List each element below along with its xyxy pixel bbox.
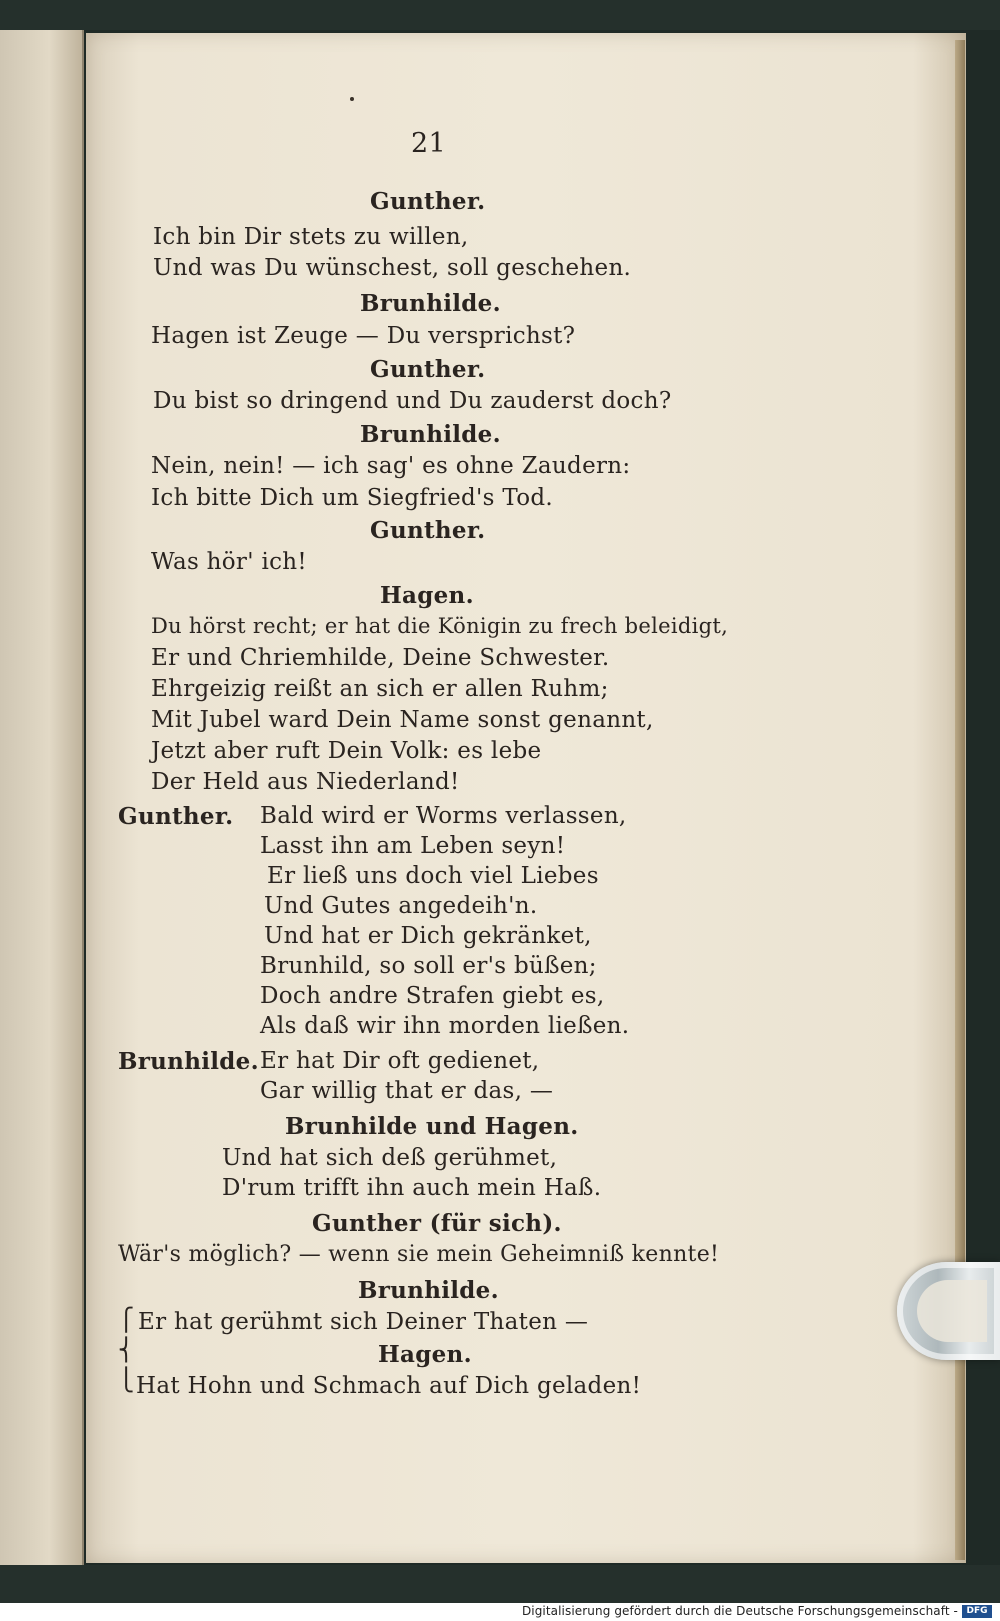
dfg-logo: DFG — [962, 1605, 992, 1618]
verse-line: Und Gutes angedeih'n. — [264, 893, 538, 919]
footer-bar — [0, 1603, 1000, 1621]
verse-line: Mit Jubel ward Dein Name sonst genannt, — [151, 707, 654, 733]
speaker-label: Hagen. — [378, 1341, 472, 1368]
verse-line: Er hat gerühmt sich Deiner Thaten — — [138, 1309, 589, 1335]
verse-line: Brunhild, so soll er's büßen; — [260, 953, 597, 979]
verse-line: Der Held aus Niederland! — [151, 769, 460, 795]
scan-backdrop-top — [0, 0, 1000, 30]
verse-line: Hat Hohn und Schmach auf Dich geladen! — [136, 1373, 642, 1399]
speaker-label: Brunhilde. — [358, 1277, 499, 1304]
verse-line: Gar willig that er das, — — [260, 1078, 554, 1104]
verse-line: Du bist so dringend und Du zauderst doch? — [153, 388, 672, 414]
ink-speck — [350, 97, 354, 101]
verse-line: Er und Chriemhilde, Deine Schwester. — [151, 645, 610, 671]
page-clip — [897, 1262, 1000, 1360]
speaker-label: Brunhilde. — [360, 421, 501, 448]
speaker-label: Brunhilde. — [118, 1048, 259, 1075]
facing-page-edge — [0, 30, 84, 1565]
verse-line: Er ließ uns doch viel Liebes — [267, 863, 599, 889]
brace-mark: ⎧ — [118, 1308, 135, 1333]
verse-line: Doch andre Strafen giebt es, — [260, 983, 605, 1009]
verse-line: Und hat er Dich gekränket, — [264, 923, 592, 949]
verse-line: Was hör' ich! — [151, 549, 307, 575]
funding-credit: Digitalisierung gefördert durch die Deutsche Forschungsgemeinschaft - — [521, 1604, 958, 1618]
verse-line: Bald wird er Worms verlassen, — [260, 803, 627, 829]
speaker-label: Gunther. — [118, 803, 234, 830]
speaker-label: Hagen. — [380, 582, 474, 609]
speaker-label: Gunther. — [370, 356, 486, 383]
verse-line: Du hörst recht; er hat die Königin zu frech beleidigt, — [151, 614, 729, 638]
speaker-label: Gunther. — [370, 188, 486, 215]
verse-line: Ehrgeizig reißt an sich er allen Ruhm; — [151, 676, 609, 702]
speaker-label: Brunhilde und Hagen. — [285, 1113, 579, 1140]
speaker-label: Brunhilde. — [360, 290, 501, 317]
verse-line: Ich bitte Dich um Siegfried's Tod. — [151, 485, 554, 511]
verse-line: Und was Du wünschest, soll geschehen. — [153, 255, 632, 281]
page-clip-inner — [917, 1280, 987, 1342]
speaker-label: Gunther. — [370, 517, 486, 544]
verse-line: Nein, nein! — ich sag' es ohne Zaudern: — [151, 453, 631, 479]
brace-mark: ⎩ — [118, 1368, 135, 1393]
verse-line: Jetzt aber ruft Dein Volk: es lebe — [151, 738, 542, 764]
verse-line: Und hat sich deß gerühmet, — [222, 1145, 558, 1171]
page-number: 21 — [411, 128, 446, 159]
speaker-label: Gunther (für sich). — [312, 1210, 562, 1237]
verse-line: Als daß wir ihn morden ließen. — [260, 1013, 630, 1039]
verse-line: Lasst ihn am Leben seyn! — [260, 833, 566, 859]
brace-mark: ⎨ — [118, 1338, 135, 1363]
verse-line: Er hat Dir oft gedienet, — [260, 1048, 540, 1074]
verse-line: D'rum trifft ihn auch mein Haß. — [222, 1175, 602, 1201]
verse-line: Ich bin Dir stets zu willen, — [153, 224, 469, 250]
verse-line: Hagen ist Zeuge — Du versprichst? — [151, 323, 576, 349]
verse-line: Wär's möglich? — wenn sie mein Geheimniß kennte! — [118, 1242, 720, 1267]
